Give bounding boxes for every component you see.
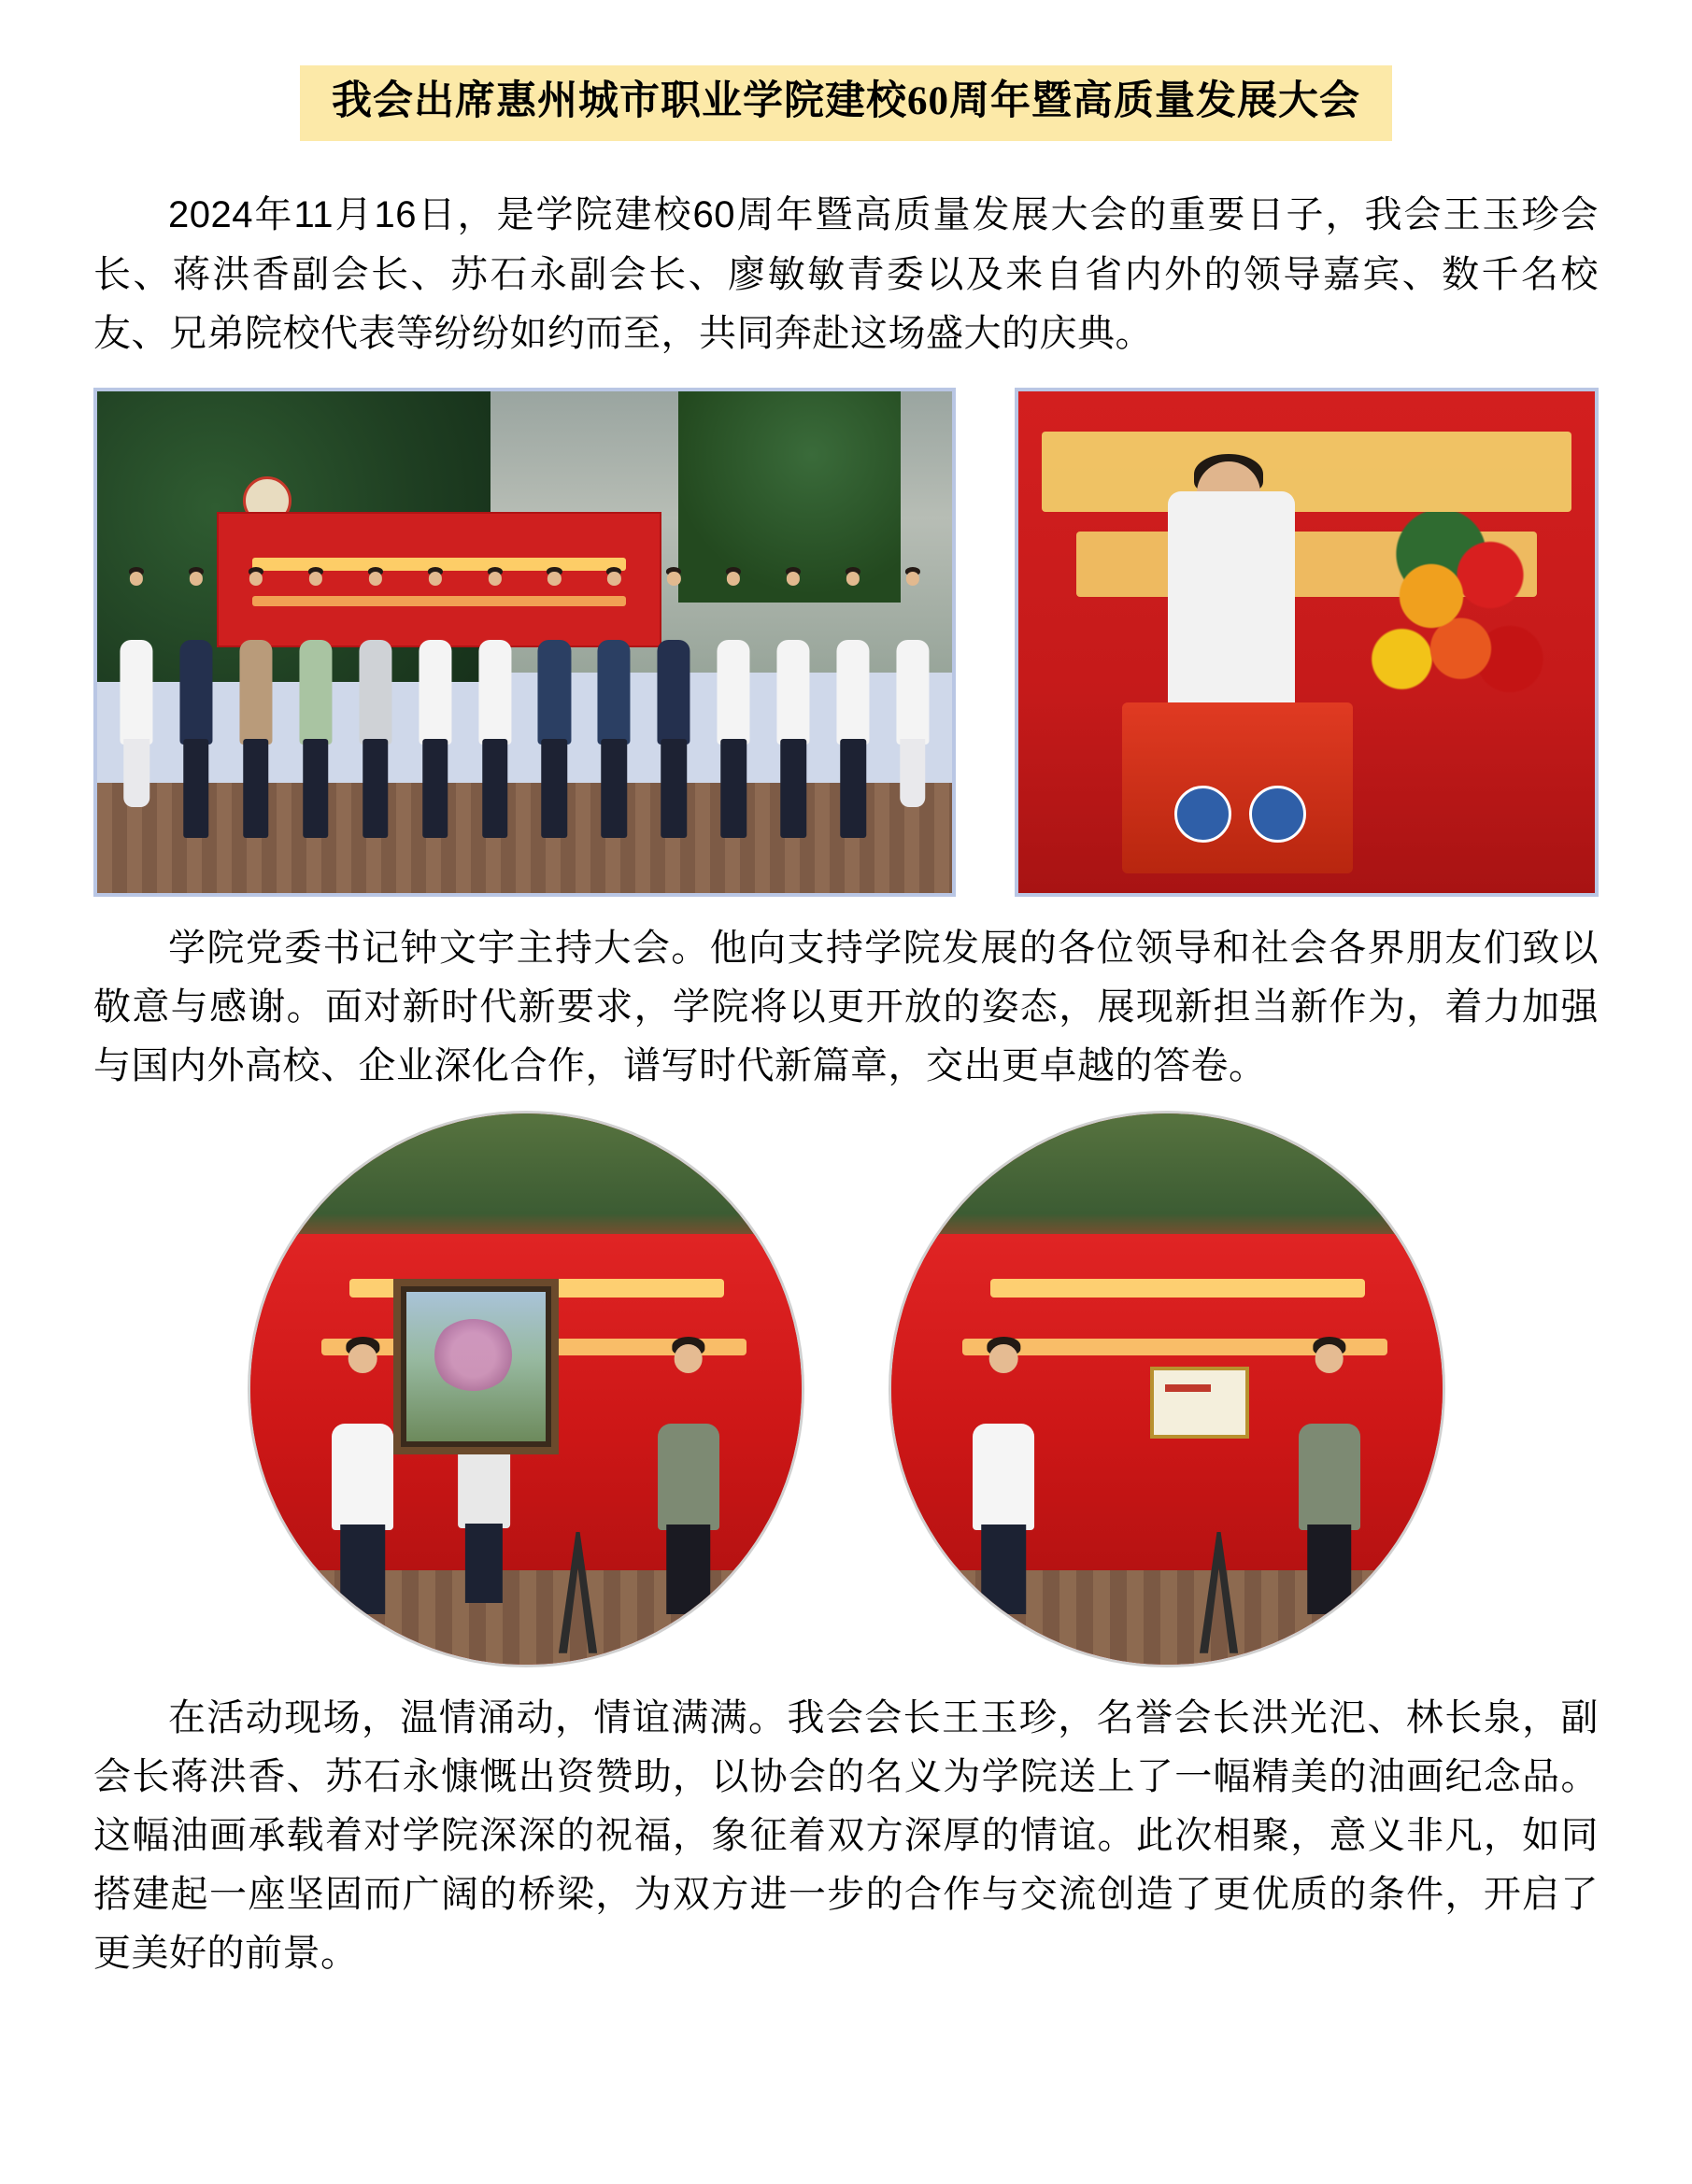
people-group [114,572,934,832]
person [234,572,277,832]
podium-photo-scene [1018,391,1595,893]
person [652,572,696,832]
person [293,572,337,832]
title-highlight-band [300,65,1392,141]
paragraph-1: 2024年11月16日，是学院建校60周年暨高质量发展大会的重要日子，我会王玉珍会长、蒋洪香副会长、苏石永副会长、廖敏敏青委以及来自省内外的领导嘉宾、数千名校友、兄弟院校代表等纷纷如约而至，共同奔赴这场盛大的庆典。 [93,194,1599,354]
image-row-circles [93,1113,1599,1665]
backdrop-title-line-1 [1042,432,1572,512]
page-title: 我会出席惠州城市职业学院建校60周年暨高质量发展大会 [332,79,1360,123]
image-row-top [93,388,1599,897]
donation-certificate [1150,1367,1249,1439]
person-presenter [968,1344,1040,1609]
paragraph-3: 在活动现场，温情涌动，情谊满满。我会会长王玉珍，名誉会长洪光汜、林长泉，副会长蒋洪香、苏石永慷慨出资赞助，以协会的名义为学院送上了一幅精美的油画纪念品。这幅油画承载着对学院深深的祝福，象征着双方深厚的情谊。此次相聚，意义非凡，如同搭建起一座坚固而广阔的桥梁，为双方进一步的合作与交流创造了更优质的条件，开启了更美好的前景。 [93,1696,1599,1975]
certificate-presentation-photo [891,1113,1443,1665]
group-photo-scene [97,391,952,893]
person-recipient [652,1344,724,1609]
person [592,572,636,832]
person [890,572,934,832]
person [114,572,158,832]
person [413,572,457,832]
person [533,572,576,832]
speaker-body [1168,491,1295,712]
person [712,572,756,832]
title-container [93,65,1599,141]
school-emblem [1174,786,1232,844]
flower-arrangement [1353,512,1549,723]
person [353,572,397,832]
person-presenter [327,1344,399,1609]
backdrop-text-line-1 [990,1279,1365,1298]
person [771,572,815,832]
group-photo [93,388,956,897]
framed-oil-painting [393,1279,559,1455]
podium-speech-photo [1015,388,1599,897]
person [473,572,517,832]
rostrum [1122,702,1353,873]
person [831,572,874,832]
paragraph-2: 学院党委书记钟文宇主持大会。他向支持学院发展的各位领导和社会各界朋友们致以敬意与感谢。面对新时代新要求，学院将以更开放的姿态，展现新担当新作为，着力加强与国内外高校、企业深化合作，谱写时代新篇章，交出更卓越的答卷。 [93,928,1599,1087]
painting-canvas [406,1292,546,1442]
painting-donation-photo [250,1113,802,1665]
person-recipient [1293,1344,1365,1609]
person [174,572,218,832]
